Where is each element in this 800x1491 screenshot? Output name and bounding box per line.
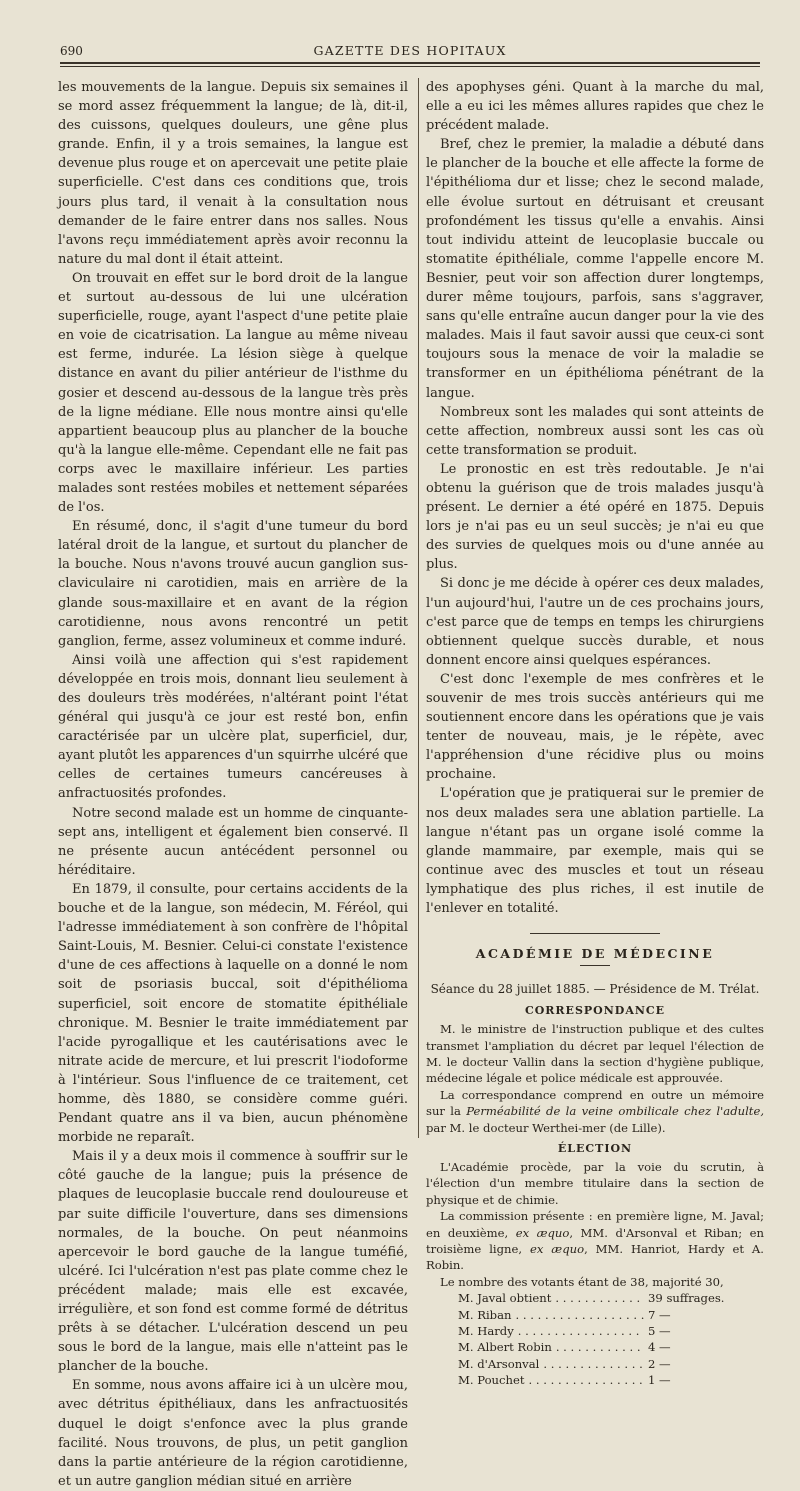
paragraph (426, 1087, 764, 1136)
candidate-name: M. Albert Robin (458, 1340, 552, 1355)
correspondance-heading: CORRESPONDANCE (524, 1004, 666, 1018)
header-rule-thick (60, 62, 760, 64)
paragraph: Le pronostic en est très redoutable. Je n'ai obtenu la guérison que de trois malades jusqu'à présent. Le dernier a été opéré en 1875. Depuis lors je n'ai pas eu un seul succès; je n'ai eu que des survies de quelques mois ou d'une année au plus. (426, 461, 764, 573)
academy-title: ACADÉMIE DE MÉDECINE (475, 946, 715, 962)
leader-dots (518, 1323, 644, 1339)
vote-count: 4 — (648, 1340, 671, 1355)
leader-dots (515, 1307, 644, 1323)
paragraph: Le nombre des votants étant de 38, majorité 30, (440, 1274, 724, 1289)
paragraph: On trouvait en effet sur le bord droit de la langue et surtout au-dessous de lui une ulcération superficielle, rouge, ayant l'aspect d'une petite plaie en voie de cicatrisation. La langue au même niveau est ferme, indurée. La lésion siège à quelque distance en avant du pilier antérieur de l'isthme du gosier et descend au-dessous de la langue très près de la ligne médiane. Elle nous montre ainsi qu'elle appartient beaucoup plus au plancher de la bouche qu'à la langue elle-même. Cependant elle ne fait pas corps avec le maxillaire inférieur. Les parties malades sont restées mobiles et nettement séparées de l'os. (58, 270, 408, 516)
correspondance-block (426, 1021, 764, 1136)
text-run: La commission présente : en première ligne, M. Javal; en deuxième, (426, 1209, 764, 1240)
paragraph: les mouvements de la langue. Depuis six semaines il se mord assez fréquemment la langue; de là, dit-il, des cuissons, quelques douleurs, une gêne plus grande. Enfin, il y a trois semaines, la langue est devenue plus rouge et on apercevait une petite plaie superficielle. C'est dans ces conditions que, trois jours plus tard, il venait à la consultation nous demander de le faire entrer dans nos salles. Nous l'avons reçu immédiatement après avoir reconnu la nature du mal dont il était atteint. (58, 80, 408, 267)
vote-list (458, 1290, 764, 1388)
vote-row (458, 1323, 728, 1339)
right-column (426, 78, 764, 1389)
vote-count: 7 — (648, 1307, 671, 1322)
paragraph: M. le ministre de l'instruction publique et des cultes transmet l'ampliation du décret par lequel l'élection de M. le docteur Vallin dans la section d'hygiène publique, médecine légale et police médicale est approuvée. (426, 1022, 764, 1086)
text-run: , MM. d'Arsonval et Riban; en troisième ligne, (426, 1225, 764, 1256)
candidate-name: M. Pouchet (458, 1373, 525, 1388)
page-number: 690 (60, 44, 83, 58)
vote-row (458, 1307, 728, 1323)
paragraph: Si donc je me décide à opérer ces deux malades, l'un aujourd'hui, l'autre un de ces prochains jours, c'est parce que de temps en temps les chirurgiens obtiennent quelque succès durable, et nous donnent encore ainsi quelques espérances. (426, 576, 764, 668)
paragraph: En somme, nous avons affaire ici à un ulcère mou, avec détritus épithéliaux, dans les anfractuosités duquel le doigt s'enfonce avec la plus grande facilité. Nous trouvons, de plus, un petit ganglion dans la partie antérieure de la région carotidienne, et un autre ganglion médian situé en arrière (58, 1378, 408, 1489)
vote-count: 2 — (648, 1356, 671, 1371)
vote-count: 5 — (648, 1324, 671, 1339)
paragraph (426, 1208, 764, 1274)
title-underline (580, 965, 610, 966)
candidate-name: M. Hardy (458, 1324, 514, 1339)
candidate-name: M. d'Arsonval (458, 1356, 540, 1371)
running-title: GAZETTE DES HOPITAUX (313, 43, 507, 58)
paragraph: Nombreux sont les malades qui sont atteints de cette affection, nombreux aussi sont les cas où cette transformation se produit. (426, 404, 764, 458)
memoir-title: Perméabilité de la veine ombilicale chez l'adulte, (466, 1104, 765, 1119)
paragraph: L'Académie procède, par la voie du scrutin, à l'élection d'un membre titulaire dans la section de physique et de chimie. (426, 1159, 764, 1207)
paragraph: L'opération que je pratiquerai sur le premier de nos deux malades sera une ablation partielle. La langue n'étant pas un organe isolé comme la glande mammaire, par exemple, mais qui se continue avec des muscles et tout un réseau lymphatique des plus riches, il est inutile de l'enlever en totalité. (426, 786, 764, 917)
vote-count: 39 suffrages. (648, 1291, 725, 1306)
leader-dots (543, 1356, 644, 1372)
session-line: Séance du 28 juillet 1885. — Présidence de M. Trélat. (430, 982, 760, 997)
text-run: , MM. Hanriot, Hardy et A. Robin. (426, 1242, 764, 1273)
vote-row (458, 1372, 728, 1388)
paragraph: Bref, chez le premier, la maladie a débuté dans le plancher de la bouche et elle affecte la forme de l'épithélioma dur et lisse; chez le second malade, elle évolue surtout en détruisant et creusant profondément les tissus qu'elle a envahis. Ainsi tout individu atteint de leucoplasie buccale ou stomatite épithéliale, comme l'appelle encore M. Besnier, peut voir son affection durer longtemps, durer même toujours, parfois, sans s'aggraver, sans qu'elle entraîne aucun danger pour la vie des malades. Mais il faut savoir aussi que ceux-ci sont toujours sous la menace de voir la maladie se transformer en un épithélioma pénétrant de la langue. (426, 137, 764, 401)
left-column (58, 78, 408, 1491)
election-heading: ÉLECTION (557, 1141, 633, 1155)
paragraph: Ainsi voilà une affection qui s'est rapidement développée en trois mois, donnant lieu seulement à des douleurs très modérées, n'altérant point l'état général qui jusqu'à ce jour est resté bon, enfin caractérisée par un ulcère plat, superficiel, dur, ayant plutôt les apparences d'un squirrhe ulcéré que celles de certaines tumeurs cancéreuses à anfractuosités profondes. (58, 652, 408, 802)
leader-dots (529, 1372, 645, 1388)
header-rule-thin (60, 66, 760, 67)
leader-dots (556, 1339, 644, 1355)
paragraph: des apophyses géni. Quant à la marche du mal, elle a eu ici les mêmes allures rapides que chez le précédent malade. (426, 80, 764, 134)
paragraph: C'est donc l'exemple de mes confrères et le souvenir de mes trois succès antérieurs qui me soutiennent encore dans les opérations que je vais tenter de nouveau, mais, je le répète, avec l'appréhension d'une récidive plus ou moins prochaine. (426, 671, 764, 783)
vote-row (458, 1290, 728, 1306)
column-separator (418, 78, 419, 1138)
text-italic: ex æquo (515, 1225, 570, 1240)
paragraph: Notre second malade est un homme de cinquante-sept ans, intelligent et également bien conservé. Il ne présente aucun antécédent personnel ou héréditaire. (58, 805, 408, 878)
leader-dots (555, 1290, 644, 1306)
election-block (426, 1159, 764, 1290)
paragraph: Mais il y a deux mois il commence à souffrir sur le côté gauche de la langue; puis la présence de plaques de leucoplasie buccale rend douloureuse et par suite difficile l'ouverture, dans ses dimensions normales, de la bouche. On peut néanmoins apercevoir le bord gauche de la langue tuméfié, ulcéré. Ici l'ulcération n'est pas plate comme chez le précédent malade; mais elle est excavée, irrégulière, et son fond est comme formé de détritus prêts à se détacher. L'ulcération descend un peu sous le bord de la langue, mais elle n'atteint pas le plancher de la bouche. (58, 1149, 408, 1375)
divider-line (530, 933, 660, 934)
paragraph: En résumé, donc, il s'agit d'une tumeur du bord latéral droit de la langue, et surtout du plancher de la bouche. Nous n'avons trouvé aucun ganglion sus-claviculaire ni carotidien, mais en arrière de la glande sous-maxillaire et en avant de la région carotidienne, nous avons rencontré un petit ganglion, ferme, assez volumineux et comme induré. (58, 519, 408, 649)
text-run: La correspondance comprend en outre un mémoire sur la (426, 1087, 764, 1119)
page-header (60, 40, 760, 64)
vote-row (458, 1356, 728, 1372)
candidate-name: M. Riban (458, 1307, 512, 1322)
text-run: par M. le docteur Werthei-mer (de Lille). (426, 1120, 666, 1135)
paragraph: En 1879, il consulte, pour certains accidents de la bouche et de la langue, son médecin, M. Féréol, qui l'adresse immédiatement à son confrère de l'hôpital Saint-Louis, M. Besnier. Celui-ci constate l'existence d'une de ces affections à laquelle on a donné le nom soit de psoriasis buccal, soit d'épithélioma superficiel, soit encore de stomatite épithéliale chronique. M. Besnier le traite immédiatement par l'acide pyrogallique et les cautérisations avec le nitrate acide de mercure, et lui prescrit l'iodoforme à l'intérieur. Sous l'influence de ce traitement, cet homme, dès 1880, se considère comme guéri. Pendant quatre ans il va bien, aucun phénomène morbide ne reparaît. (58, 881, 408, 1146)
vote-count: 1 — (648, 1373, 671, 1388)
section-divider (426, 926, 764, 940)
candidate-name: M. Javal obtient (458, 1291, 552, 1306)
vote-row (458, 1339, 728, 1355)
text-italic: ex æquo (529, 1242, 585, 1256)
